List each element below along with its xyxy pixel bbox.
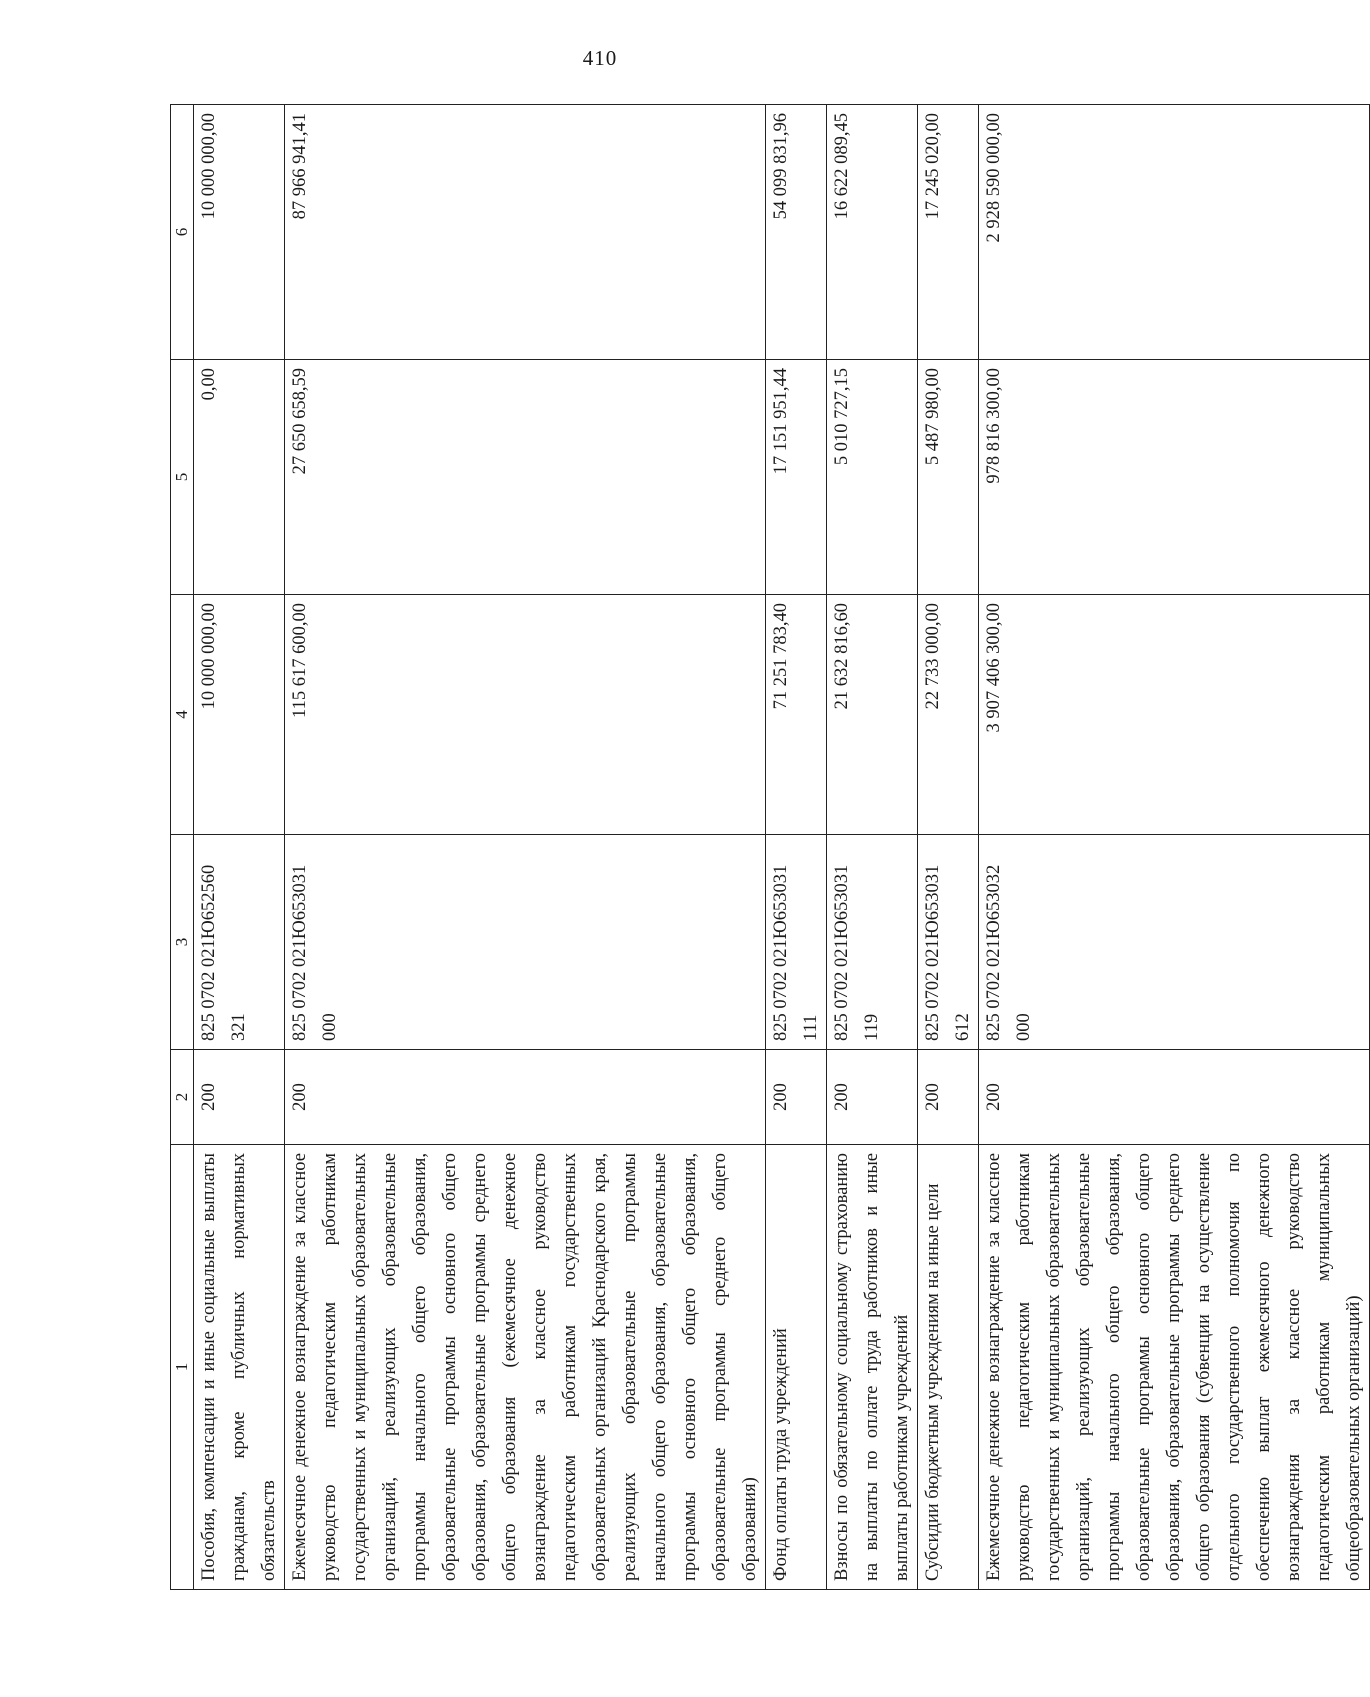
- row-code: 825 0702 021Ю653031 612: [918, 835, 979, 1050]
- table-row: [194, 105, 285, 1590]
- row-code: 825 0702 021Ю652560 321: [194, 835, 285, 1050]
- row-code: 825 0702 021Ю653031 000: [285, 835, 766, 1050]
- row-value-6: 2 928 590 000,00: [979, 105, 1370, 360]
- row-value-6: 16 622 089,45: [827, 105, 918, 360]
- row-description: Взносы по обязательному социальному страхованию на выплаты по оплате труда работников и иные выплаты работникам учреждений: [827, 1145, 918, 1590]
- row-value-6: 54 099 831,96: [766, 105, 827, 360]
- row-subprogram: 200: [918, 1050, 979, 1145]
- row-description: Фонд оплаты труда учреждений: [766, 1145, 827, 1590]
- table-header-row: [171, 105, 194, 1590]
- row-subprogram: 200: [285, 1050, 766, 1145]
- row-value-4: 22 733 000,00: [918, 595, 979, 835]
- row-description: Ежемесячное денежное вознаграждение за классное руководство педагогическим работникам государственных и муниципальных образовательных организаций, реализующих образовательные программы начального общего образования, образовательные программы основного общего образования, образовательные программы среднего общего образования (субвенции на осуществление отдельного государственного полномочия по обеспечению выплат ежемесячного денежного вознаграждения за классное руководство педагогическим работникам муниципальных общеобразовательных организаций): [979, 1145, 1370, 1590]
- row-code: 825 0702 021Ю653032 000: [979, 835, 1370, 1050]
- row-value-4: 21 632 816,60: [827, 595, 918, 835]
- row-value-4: 115 617 600,00: [285, 595, 766, 835]
- row-subprogram: 200: [979, 1050, 1370, 1145]
- row-value-6: 87 966 941,41: [285, 105, 766, 360]
- header-col-1: 1: [171, 1145, 194, 1590]
- row-subprogram: 200: [827, 1050, 918, 1145]
- row-value-5: 0,00: [194, 360, 285, 595]
- budget-table-rotated: [170, 105, 1364, 1590]
- table-row: [918, 105, 979, 1590]
- row-code: 825 0702 021Ю653031 111: [766, 835, 827, 1050]
- header-col-6: 6: [171, 105, 194, 360]
- row-subprogram: 200: [194, 1050, 285, 1145]
- row-value-5: 5 010 727,15: [827, 360, 918, 595]
- row-value-4: 71 251 783,40: [766, 595, 827, 835]
- row-code: 825 0702 021Ю653031 119: [827, 835, 918, 1050]
- row-subprogram: 200: [766, 1050, 827, 1145]
- row-value-6: 17 245 020,00: [918, 105, 979, 360]
- page-number: 410: [582, 46, 618, 70]
- header-col-3: 3: [171, 835, 194, 1050]
- table-row: [766, 105, 827, 1590]
- row-value-4: 10 000 000,00: [194, 595, 285, 835]
- header-col-5: 5: [171, 360, 194, 595]
- row-value-6: 10 000 000,00: [194, 105, 285, 360]
- row-value-5: 978 816 300,00: [979, 360, 1370, 595]
- row-value-5: 27 650 658,59: [285, 360, 766, 595]
- header-col-2: 2: [171, 1050, 194, 1145]
- table-row: [827, 105, 918, 1590]
- row-value-5: 5 487 980,00: [918, 360, 979, 595]
- row-description: Субсидии бюджетным учреждениям на иные цели: [918, 1145, 979, 1590]
- table-row: [979, 105, 1370, 1590]
- table-row: [285, 105, 766, 1590]
- row-description: Ежемесячное денежное вознаграждение за классное руководство педагогическим работникам государственных и муниципальных образовательных организаций, реализующих образовательные программы начального общего образования, образовательные программы основного общего образования, образовательные программы среднего общего образования (ежемесячное денежное вознаграждение за классное руководство педагогическим работникам государственных образовательных организаций Краснодарского края, реализующих образовательные программы начального общего образования, образовательные программы основного общего образования, образовательные программы среднего общего образования): [285, 1145, 766, 1590]
- row-description: Пособия, компенсации и иные социальные выплаты гражданам, кроме публичных нормативных обязательств: [194, 1145, 285, 1590]
- budget-table: [170, 104, 1370, 1590]
- row-value-5: 17 151 951,44: [766, 360, 827, 595]
- row-value-4: 3 907 406 300,00: [979, 595, 1370, 835]
- header-col-4: 4: [171, 595, 194, 835]
